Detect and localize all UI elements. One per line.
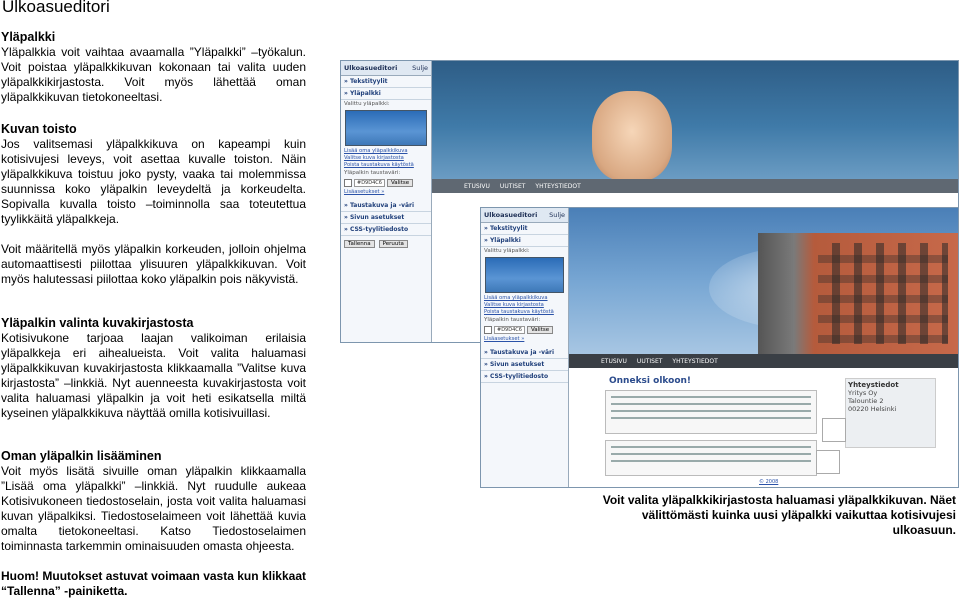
screenshot-editor-front — [481, 208, 958, 487]
section-heading: Kuvan toisto — [1, 122, 77, 136]
page-title: Ulkoasueditori — [2, 0, 110, 16]
section-valinta-kirjastosta — [1, 316, 306, 421]
section-paragraph: Voit myös lisätä sivuille oman yläpalkin klikkaamalla ”Lisää oma yläpalkki” –linkkiä. Nyt ruudulle aukeaa Kotisivukoneen tiedostoselain, josta voit valita haluamasi kuvan yläpalkiksi. Tiedostoselaimeen voit lähettää kuvia omalta tietokoneeltasi. Katso Tiedostoselaimen toiminnasta tarkemmin ominaisuuden omasta ohjeesta. — [1, 464, 306, 553]
section-link-tausta[interactable]: » Taustakuva ja -väri — [341, 200, 431, 212]
site-content — [569, 368, 958, 487]
section-paragraph: Kotisivukone tarjoaa laajan valikoiman erilaisia yläpalkkeja eri aihealueista. Voit valita haluamasi yläpalkkikuvan kuvakirjastosta klikkaamalla ”Valitse kuva kirjastosta” –linkkiä. Nyt auenneesta kuvakirjastosta voit valita haluamasi yläpalkin ja voit heti esikatsella miltä kyseinen yläpalkkikuva näyttää omilla kotisivuillasi. — [1, 331, 306, 420]
decoration-icon — [822, 418, 846, 442]
screenshot-caption: Voit valita yläpalkkikirjastosta haluamasi yläpalkkikuvan. Näet välittömästi kuinka uusi yläpalkki vaikuttaa kotisivujesi ulkoasuun. — [602, 493, 956, 537]
bg-color-label: Yläpalkin taustaväri: — [484, 317, 541, 323]
cancel-button[interactable]: Peruuta — [379, 240, 408, 248]
section-link-css[interactable]: » CSS-tyylitiedosto — [341, 224, 431, 236]
section-heading: Oman yläpalkin lisääminen — [1, 449, 162, 463]
section-ylapalkki — [1, 30, 306, 105]
more-settings-link[interactable]: Lisäasetukset » — [344, 189, 385, 195]
choose-color-button[interactable]: Valitse — [387, 179, 413, 187]
section-oma-ylapalkki — [1, 449, 306, 554]
section-paragraph: Yläpalkkia voit vaihtaa avaamalla ”Yläpalkki” –työkalun. Voit poistaa yläpalkkikuvan kokonaan tai valita uuden yläpalkkikirjastosta. Voit myös lähettää oman yläpalkkikuvan tietokoneeltasi. — [1, 45, 306, 104]
more-settings-link[interactable]: Lisäasetukset » — [484, 336, 525, 342]
section-link-ylapalkki[interactable]: » Yläpalkki — [341, 88, 431, 100]
choose-from-library-link[interactable]: Valitse kuva kirjastosta — [344, 155, 404, 161]
contact-line: Yritys Oy — [848, 389, 878, 397]
editor-panel-title — [341, 61, 431, 76]
section-link-sivu[interactable]: » Sivun asetukset — [341, 212, 431, 224]
editor-title-text: Ulkoasueditori — [344, 64, 398, 72]
selected-label: Valittu yläpalkki: — [344, 101, 390, 107]
section-link-tausta[interactable]: » Taustakuva ja -väri — [481, 347, 568, 359]
contact-title: Yhteystiedot — [848, 381, 899, 389]
header-image-building — [569, 208, 958, 354]
color-input[interactable]: #D9D4C6 — [354, 179, 385, 187]
save-warning — [1, 569, 306, 599]
welcome-text-box — [605, 390, 817, 434]
editor-title-text: Ulkoasueditori — [484, 211, 538, 219]
editor-panel-title — [481, 208, 568, 223]
site-navbar — [569, 354, 958, 368]
section-link-css[interactable]: » CSS-tyylitiedosto — [481, 371, 568, 383]
copyright-link[interactable]: © 2008 — [759, 479, 779, 485]
section-link-ylapalkki[interactable]: » Yläpalkki — [481, 235, 568, 247]
color-checkbox[interactable] — [484, 326, 492, 334]
choose-color-button[interactable]: Valitse — [527, 326, 553, 334]
contact-line: Talountie 2 — [848, 397, 884, 405]
nav-item[interactable]: ETUSIVU — [464, 182, 490, 190]
close-link[interactable]: Sulje — [549, 211, 565, 219]
welcome-heading: Onneksi olkoon! — [609, 376, 692, 386]
remove-background-link[interactable]: Poista taustakuva käytöstä — [344, 162, 414, 168]
nav-item[interactable]: ETUSIVU — [601, 357, 627, 365]
nav-item[interactable]: YHTEYSTIEDOT — [672, 357, 718, 365]
remove-background-link[interactable]: Poista taustakuva käytöstä — [484, 309, 554, 315]
section-heading: Yläpalkin valinta kuvakirjastosta — [1, 316, 194, 330]
section-link-tekstityylit[interactable]: » Tekstityylit — [341, 76, 431, 88]
selected-header-thumbnail — [345, 110, 427, 146]
section-paragraph: Jos valitsemasi yläpalkkikuva on kapeampi kuin kotisivujesi leveys, voit asettaa kuvalle toiston. Näin yläpalkkikuva toistuu joko pysty, vaaka tai molemmissa suunnissa koko yläpalkin leveydeltä ja korkeudelta. Sopivalla kuvalla toisto –toiminnolla saa toteutettua tyylikkäitä yläpalkkeja. — [1, 137, 306, 226]
nav-item[interactable]: UUTISET — [636, 357, 663, 365]
color-checkbox[interactable] — [344, 179, 352, 187]
site-navbar — [432, 179, 958, 193]
brick-building-image — [758, 233, 958, 354]
info-text-box — [605, 440, 817, 476]
add-own-header-link[interactable]: Lisää oma yläpalkkikuva — [344, 148, 408, 154]
baby-face-image — [592, 91, 672, 181]
selected-header-thumbnail — [485, 257, 564, 293]
color-row — [481, 324, 568, 336]
save-button[interactable]: Tallenna — [344, 240, 375, 248]
section-kuvan-toisto — [1, 122, 306, 287]
section-paragraph: Voit määritellä myös yläpalkin korkeuden, jolloin ohjelma automaattisesti piilottaa ylisuuren yläpalkkikuvan. Voit myös halutessasi piilottaa koko yläpalkin pois näkyvistä. — [1, 242, 306, 286]
warning-text: Huom! Muutokset astuvat voimaan vasta kun klikkaat “Tallenna” -painiketta. — [1, 569, 306, 598]
nav-item[interactable]: YHTEYSTIEDOT — [535, 182, 581, 190]
bg-color-label: Yläpalkin taustaväri: — [344, 170, 401, 176]
selected-label: Valittu yläpalkki: — [484, 248, 530, 254]
panel-buttons — [341, 236, 431, 252]
color-input[interactable]: #D9D4C6 — [494, 326, 525, 334]
choose-from-library-link[interactable]: Valitse kuva kirjastosta — [484, 302, 544, 308]
decoration-icon — [816, 450, 840, 474]
header-image-baby — [432, 61, 958, 179]
add-own-header-link[interactable]: Lisää oma yläpalkkikuva — [484, 295, 548, 301]
color-row — [341, 177, 431, 189]
contact-box — [845, 378, 936, 448]
section-heading: Yläpalkki — [1, 30, 56, 44]
editor-panel — [481, 208, 569, 487]
section-link-sivu[interactable]: » Sivun asetukset — [481, 359, 568, 371]
contact-line: 00220 Helsinki — [848, 405, 897, 413]
close-link[interactable]: Sulje — [412, 64, 428, 72]
section-link-tekstityylit[interactable]: » Tekstityylit — [481, 223, 568, 235]
editor-panel — [341, 61, 432, 342]
nav-item[interactable]: UUTISET — [499, 182, 526, 190]
